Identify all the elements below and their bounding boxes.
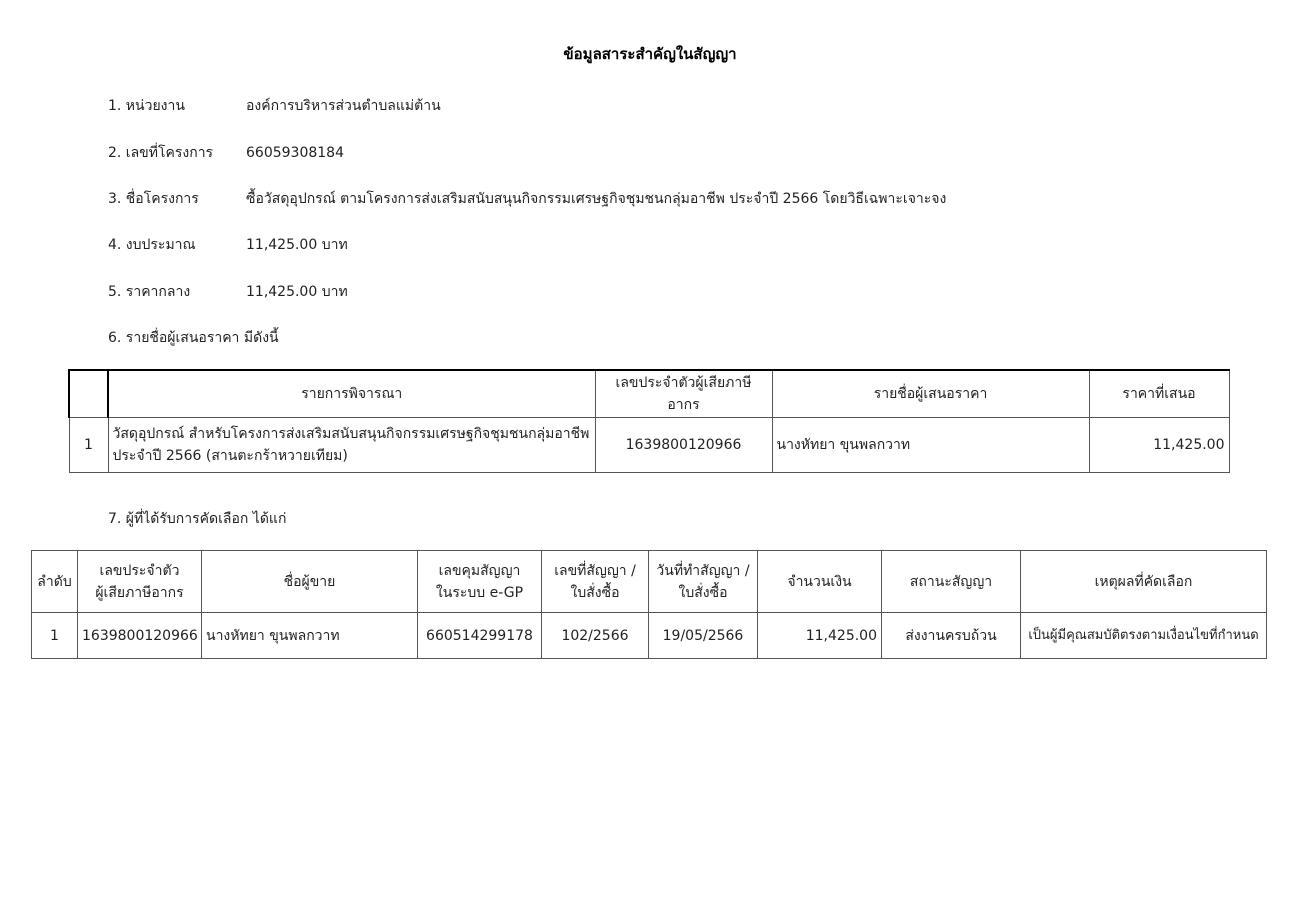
info-label: 4. งบประมาณ [108, 237, 196, 253]
header-line: เลขคุมสัญญา [438, 562, 521, 579]
header-line: ในระบบ e-GP [435, 584, 524, 601]
document-title: ข้อมูลสาระสำคัญในสัญญา [563, 45, 737, 63]
info-value: ซื้อวัสดุอุปกรณ์ ตามโครงการส่งเสริมสนับสนุนกิจกรรมเศรษฐกิจชุมชนกลุ่มอาชีพ ประจำปี 2566 โดยวิธีเฉพาะเจาะจง [246, 191, 947, 207]
cell-item-line: ประจำปี 2566 (สานตะกร้าหวายเทียม) [112, 448, 348, 464]
column-header-amount: จำนวนเงิน [758, 551, 882, 613]
cell-status: ส่งงานครบถ้วน [882, 613, 1021, 659]
cell-contract-date: 19/05/2566 [649, 613, 758, 659]
info-label: 2. เลขที่โครงการ [108, 145, 214, 161]
bidders-table [68, 369, 1230, 473]
cell-item-line: วัสดุอุปกรณ์ สำหรับโครงการส่งเสริมสนับสนุนกิจกรรมเศรษฐกิจชุมชนกลุ่มอาชีพ [112, 426, 590, 442]
header-line: ผู้เสียภาษีอากร [95, 584, 184, 601]
column-header-no [69, 370, 108, 418]
cell-tax-id: 1639800120966 [595, 418, 772, 473]
column-header-price: ราคาที่เสนอ [1089, 370, 1229, 418]
winners-table [31, 550, 1267, 659]
column-header-item: รายการพิจารณา [108, 370, 595, 418]
column-header-tax-id [78, 551, 202, 613]
cell-item [108, 418, 595, 473]
winners-section-label: 7. ผู้ที่ได้รับการคัดเลือก ได้แก่ [108, 511, 287, 527]
info-value: องค์การบริหารส่วนตำบลแม่ต้าน [246, 98, 441, 114]
cell-no: 1 [32, 613, 78, 659]
header-line: เลขที่สัญญา / [554, 562, 636, 579]
info-label: 1. หน่วยงาน [108, 98, 185, 114]
cell-no: 1 [69, 418, 108, 473]
column-header-seller: ชื่อผู้ขาย [202, 551, 418, 613]
column-header-status: สถานะสัญญา [882, 551, 1021, 613]
table-row [32, 613, 1267, 659]
header-line: เลขประจำตัว [99, 562, 180, 579]
column-header-contract-no [542, 551, 649, 613]
cell-control-no: 660514299178 [418, 613, 542, 659]
header-line: วันที่ทำสัญญา / [656, 562, 750, 579]
cell-tax-id: 1639800120966 [78, 613, 202, 659]
info-value: 11,425.00 บาท [246, 284, 348, 300]
cell-price: 11,425.00 [1089, 418, 1229, 473]
header-line: ใบสั่งซื้อ [678, 584, 728, 601]
column-header-tax-id: เลขประจำตัวผู้เสียภาษีอากร [595, 370, 772, 418]
column-header-reason: เหตุผลที่คัดเลือก [1021, 551, 1267, 613]
cell-bidder: นางหัทยา ขุนพลกวาท [772, 418, 1089, 473]
bidders-section-label: 6. รายชื่อผู้เสนอราคา มีดังนี้ [108, 330, 279, 346]
cell-contract-no: 102/2566 [542, 613, 649, 659]
column-header-no: ลำดับ [32, 551, 78, 613]
cell-amount: 11,425.00 [758, 613, 882, 659]
header-line: ใบสั่งซื้อ [570, 584, 620, 601]
table-header-row [69, 370, 1229, 418]
table-header-row [32, 551, 1267, 613]
column-header-contract-date [649, 551, 758, 613]
table-row [69, 418, 1229, 473]
cell-seller: นางหัทยา ขุนพลกวาท [202, 613, 418, 659]
column-header-control-no [418, 551, 542, 613]
info-label: 5. ราคากลาง [108, 284, 191, 300]
cell-reason: เป็นผู้มีคุณสมบัติตรงตามเงื่อนไขที่กำหนด [1021, 613, 1267, 659]
info-label: 3. ชื่อโครงการ [108, 191, 199, 207]
info-value: 11,425.00 บาท [246, 237, 348, 253]
column-header-bidder: รายชื่อผู้เสนอราคา [772, 370, 1089, 418]
info-value: 66059308184 [246, 145, 344, 161]
